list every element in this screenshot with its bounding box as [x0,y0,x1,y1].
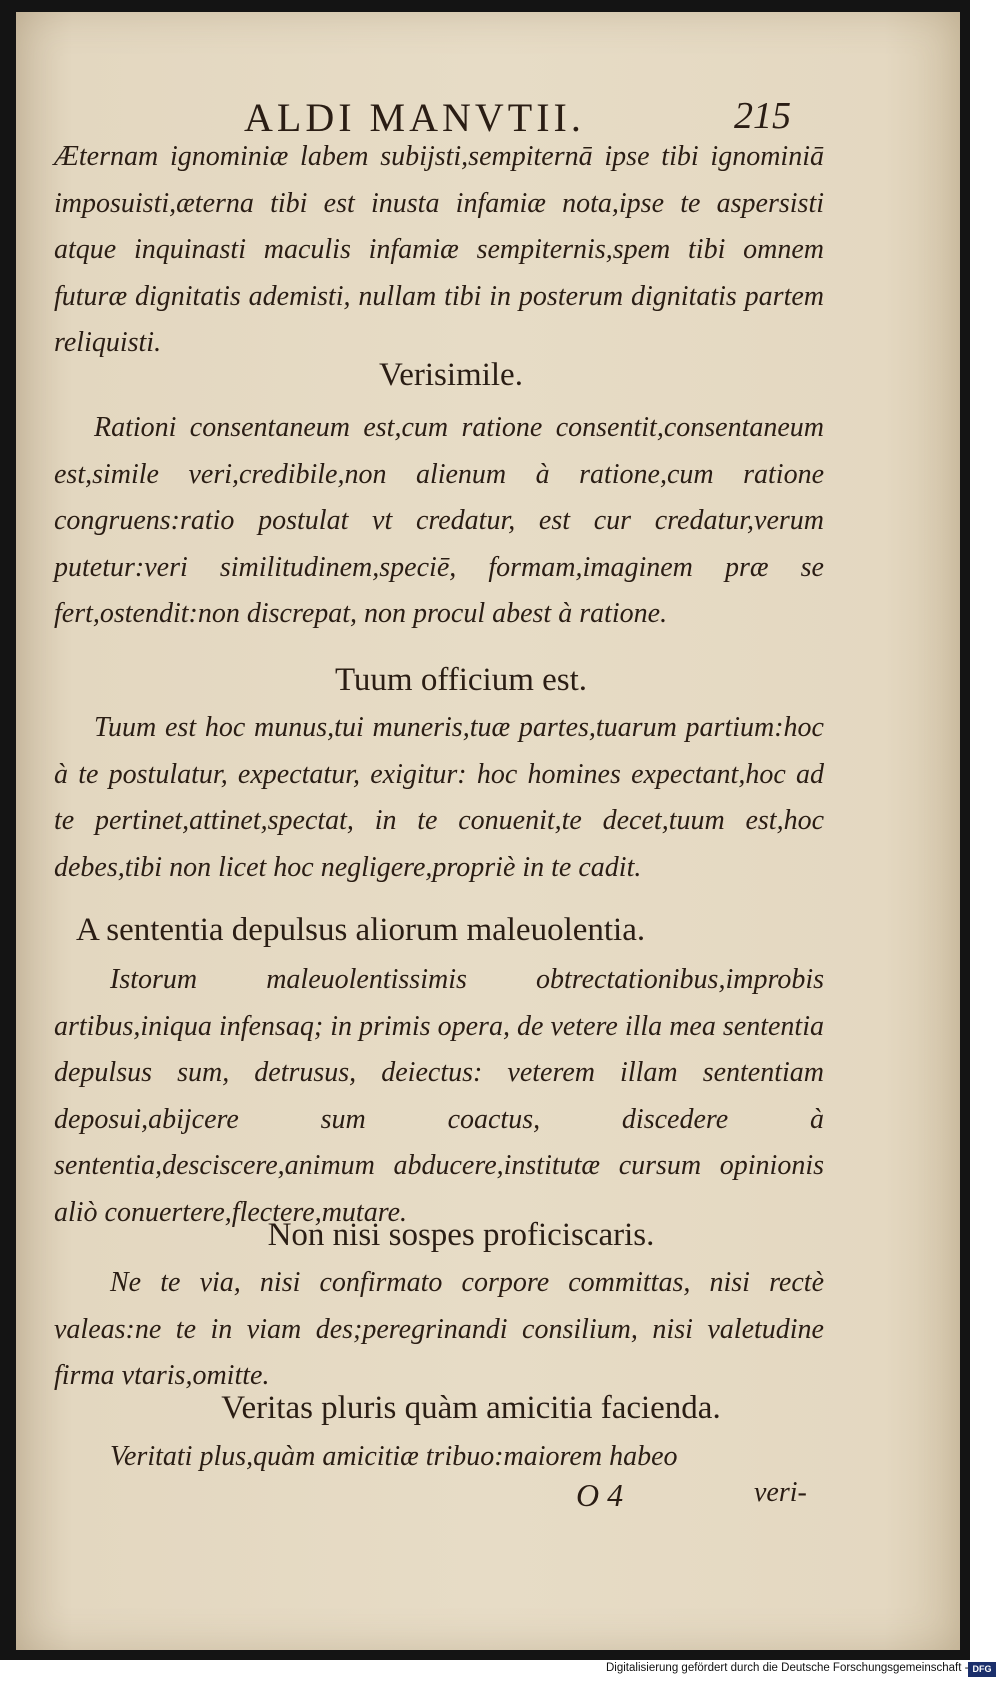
running-title: ALDI MANVTII. [244,95,585,140]
heading-a-sententia: A sententia depulsus aliorum maleuolentia. [76,912,646,948]
paragraph-2: Rationi consentaneum est,cum ratione consentit,consentaneum est,simile veri,credibile,non alienum à ratione,cum ratione congruens:ratio postulat vt credatur, est cur credatur,verum putetur:veri similitudinem,speciē, formam,imaginem præ se fert,ostendit:non discrepat, non procul abest à ratione. [54,412,824,629]
heading-veritas: Veritas pluris quàm amicitia facienda. [221,1390,721,1426]
book-page [16,12,960,1650]
heading-tuum-officium: Tuum officium est. [334,662,588,698]
paragraph-4: Istorum maleuolentissimis obtrectationibus,improbis artibus,iniqua infensaq; in primis opera, de vetere illa mea sententia depulsus sum, detrusus, deiectus: veterem illam sententiam deposui,abijcere sum coactus, discedere à sententia,desciscere,animum abducere,institutæ cursum opinionis aliò conuertere,flectere,mutare. [54,964,824,1228]
heading-verisimile: Verisimile. [379,357,523,393]
heading-non-nisi-sospes: Non nisi sospes proficiscaris. [267,1217,655,1253]
paragraph-3: Tuum est hoc munus,tui muneris,tuæ partes,tuarum partium:hoc à te postulatur, expectatur, exigitur: hoc homines expectant,hoc ad te pertinet,attinet,spectat, in te conuenit,te decet,tuum est,hoc debes,tibi non licet hoc negligere,propriè in te cadit. [54,712,824,883]
paragraph-1: Æternam ignominiæ labem subijsti,sempiternā ipse tibi ignominiā imposuisti,æterna tibi est inusta infamiæ nota,ipse te aspersisti atque inquinasti maculis infamiæ sempiternis,spem tibi omnem futuræ dignitatis ademisti, nullam tibi in posterum dignitatis partem reliquisti. [54,141,824,358]
paragraph-5: Ne te via, nisi confirmato corpore committas, nisi rectè valeas:ne te in viam des;peregrinandi consilium, nisi valetudine firma vtaris,omitte. [54,1267,824,1391]
signature-mark: O 4 [576,1477,624,1513]
paragraph-6: Veritati plus,quàm amicitiæ tribuo:maiorem habeo [110,1441,678,1472]
page-number: 215 [734,95,791,137]
dfg-logo: DFG [968,1662,996,1677]
catchword: veri- [754,1477,807,1508]
digitization-credit: Digitalisierung gefördert durch die Deutsche Forschungsgemeinschaft - [606,1662,969,1674]
